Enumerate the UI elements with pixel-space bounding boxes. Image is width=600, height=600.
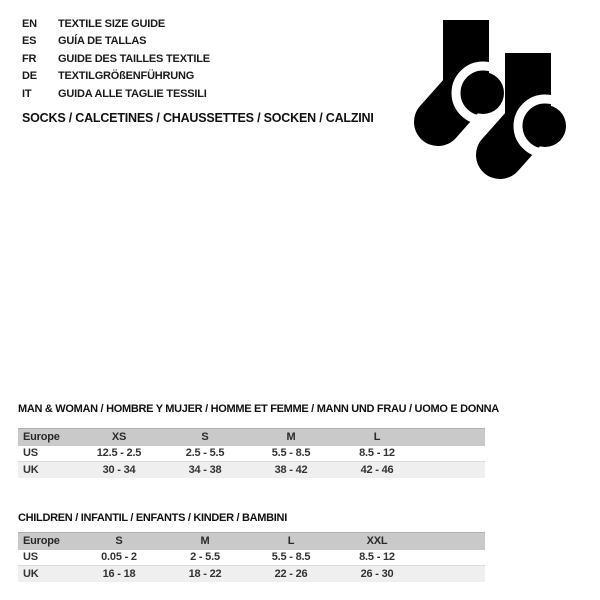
language-label: TEXTILGRÖßENFÜHRUNG — [58, 70, 195, 83]
value-cell: 0.05 - 2 — [101, 551, 137, 564]
language-label: GUIDA ALLE TAGLIE TESSILI — [58, 87, 207, 100]
table-title: CHILDREN / INFANTIL / ENFANTS / KINDER / BAMBINI — [18, 512, 287, 524]
value-cell-empty — [420, 446, 485, 462]
language-list — [22, 15, 210, 103]
language-code: ES — [22, 35, 37, 48]
value-cell: 22 - 26 — [274, 567, 308, 580]
language-row — [22, 33, 210, 51]
column-header: XXL — [366, 535, 388, 548]
column-header: L — [287, 535, 295, 548]
value-cell: 2 - 5.5 — [190, 551, 220, 564]
size-table — [18, 428, 485, 478]
column-header: M — [200, 535, 210, 548]
language-code: DE — [22, 70, 37, 83]
language-label: GUÍA DE TALLAS — [58, 35, 147, 48]
size-table-section — [18, 403, 499, 478]
header-row — [18, 533, 485, 550]
language-code: FR — [22, 52, 37, 65]
language-code: IT — [22, 87, 32, 100]
value-cell: 42 - 46 — [360, 463, 394, 476]
table-row — [18, 462, 485, 478]
region-cell: US — [23, 447, 38, 460]
value-cell-empty — [420, 566, 485, 582]
language-row — [22, 68, 210, 86]
language-row — [22, 15, 210, 33]
column-header-empty — [420, 429, 485, 446]
language-code: EN — [22, 17, 37, 30]
value-cell: 38 - 42 — [274, 463, 308, 476]
language-row — [22, 50, 210, 68]
value-cell: 8.5 - 12 — [359, 551, 395, 564]
value-cell: 2.5 - 5.5 — [185, 447, 225, 460]
value-cell-empty — [420, 462, 485, 478]
column-header: M — [286, 431, 296, 444]
value-cell: 12.5 - 2.5 — [96, 447, 142, 460]
column-header-empty — [420, 533, 485, 550]
size-table-section — [18, 512, 485, 582]
column-header: XS — [111, 431, 127, 444]
header-row — [18, 429, 485, 446]
size-table — [18, 532, 485, 582]
value-cell: 30 - 34 — [102, 463, 136, 476]
column-header: Europe — [23, 431, 60, 444]
column-header: L — [373, 431, 381, 444]
value-cell: 8.5 - 12 — [359, 447, 395, 460]
table-row — [18, 566, 485, 582]
column-header: S — [201, 431, 209, 444]
value-cell: 5.5 - 8.5 — [271, 447, 311, 460]
value-cell-empty — [420, 550, 485, 566]
table-row — [18, 446, 485, 462]
table-title: MAN & WOMAN / HOMBRE Y MUJER / HOMME ET FEMME / MANN UND FRAU / UOMO E DONNA — [18, 403, 499, 415]
socks-icon — [400, 0, 600, 190]
sock-1 — [438, 20, 510, 122]
language-label: GUIDE DES TAILLES TEXTILE — [58, 52, 210, 65]
value-cell: 34 - 38 — [188, 463, 222, 476]
table-row — [18, 550, 485, 566]
column-header: Europe — [23, 535, 60, 548]
region-cell: UK — [23, 463, 39, 476]
value-cell: 5.5 - 8.5 — [271, 551, 311, 564]
value-cell: 16 - 18 — [102, 567, 136, 580]
column-header: S — [115, 535, 123, 548]
region-cell: UK — [23, 567, 39, 580]
sock-2 — [500, 53, 572, 155]
value-cell: 18 - 22 — [188, 567, 222, 580]
region-cell: US — [23, 551, 38, 564]
language-label: TEXTILE SIZE GUIDE — [58, 17, 166, 30]
value-cell: 26 - 30 — [360, 567, 394, 580]
category-title: SOCKS / CALCETINES / CHAUSSETTES / SOCKEN / CALZINI — [22, 111, 374, 125]
language-row — [22, 85, 210, 103]
